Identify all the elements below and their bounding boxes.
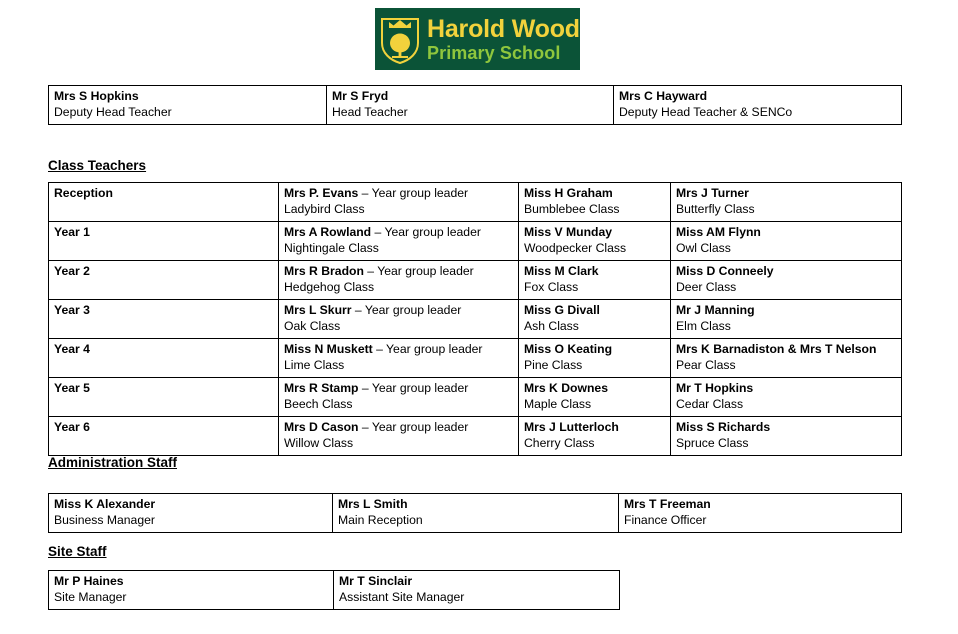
admin-cell [619,494,902,533]
year-group-leader-suffix: – Year group leader [351,302,462,317]
year-group-label: Year 6 [54,419,90,434]
class-name: Nightingale Class [284,241,379,256]
leadership-cell [49,86,327,125]
staff-name: Miss M Clark [524,263,599,278]
staff-name: Mr T Hopkins [676,380,754,395]
class-name: Beech Class [284,397,353,412]
staff-name: Miss N Muskett [284,341,373,356]
year-group-label: Reception [54,186,113,200]
staff-name: Miss S Richards [676,419,771,434]
year-group-cell [49,416,279,455]
year-group-leader-suffix: – Year group leader [358,419,469,434]
site-cell [334,571,620,610]
staff-name: Miss G Divall [524,302,600,317]
staff-role: Finance Officer [624,513,707,528]
year-group-label: Year 1 [54,224,90,239]
year-group-leader-suffix: – Year group leader [371,224,481,239]
teacher-cell [671,183,902,222]
year-group-leader-cell [279,338,519,377]
administration-staff-table [48,493,902,533]
class-teachers-table [48,182,902,456]
table-row [49,416,902,455]
leadership-cell [614,86,902,125]
table-row [49,183,902,222]
teacher-cell [519,183,671,222]
staff-name: Mr J Manning [676,302,755,317]
staff-role: Deputy Head Teacher & SENCo [619,105,793,120]
shield-crown-tree-icon [379,13,421,65]
teacher-cell [519,221,671,260]
year-group-cell [49,183,279,222]
class-name: Cedar Class [676,397,744,412]
table-row [49,86,902,125]
table-row [49,260,902,299]
staff-name: Mrs P. Evans [284,186,359,200]
site-staff-table [48,570,620,610]
staff-role: Main Reception [338,513,423,528]
teacher-cell [671,299,902,338]
logo-school-name: Harold Wood [427,14,580,43]
table-row [49,299,902,338]
staff-name: Miss AM Flynn [676,224,761,239]
staff-name: Mrs L Skurr [284,302,352,317]
staff-name: Mr T Sinclair [339,574,413,588]
class-name: Spruce Class [676,436,749,451]
staff-name: Mrs K Barnadiston & Mrs T Nelson [676,341,877,356]
year-group-leader-cell [279,416,519,455]
teacher-cell [519,377,671,416]
leadership-table [48,85,902,125]
staff-role: Site Manager [54,590,127,605]
leadership-cell [327,86,614,125]
staff-name: Mr S Fryd [332,89,389,103]
year-group-cell [49,377,279,416]
year-group-leader-cell [279,260,519,299]
class-name: Hedgehog Class [284,280,375,295]
section-heading-site-staff: Site Staff [48,544,107,559]
table-row [49,571,620,610]
staff-name: Miss H Graham [524,186,613,200]
class-name: Ladybird Class [284,202,365,217]
year-group-leader-cell [279,183,519,222]
class-name: Ash Class [524,319,579,334]
teacher-cell [519,338,671,377]
staff-name: Miss K Alexander [54,497,156,511]
staff-name: Mrs A Rowland [284,224,372,239]
year-group-leader-cell [279,299,519,338]
year-group-label: Year 2 [54,263,90,278]
staff-name: Mrs C Hayward [619,89,708,103]
year-group-cell [49,221,279,260]
section-heading-class-teachers: Class Teachers [48,158,147,173]
staff-name: Mr P Haines [54,574,124,588]
class-name: Cherry Class [524,436,595,451]
staff-role: Deputy Head Teacher [54,105,172,120]
class-name: Lime Class [284,358,345,373]
teacher-cell [519,416,671,455]
class-name: Owl Class [676,241,731,256]
teacher-cell [671,416,902,455]
staff-role: Head Teacher [332,105,408,120]
year-group-leader-suffix: – Year group leader [363,263,474,278]
class-name: Oak Class [284,319,341,334]
admin-cell [49,494,333,533]
class-name: Elm Class [676,319,731,334]
year-group-label: Year 3 [54,302,90,317]
staff-name: Miss D Conneely [676,263,774,278]
site-cell [49,571,334,610]
staff-name: Miss O Keating [524,341,613,356]
year-group-cell [49,299,279,338]
table-row [49,377,902,416]
class-name: Butterfly Class [676,202,755,217]
staff-name: Mrs L Smith [338,497,408,511]
year-group-cell [49,338,279,377]
class-name: Fox Class [524,280,579,295]
teacher-cell [671,221,902,260]
year-group-leader-suffix: – Year group leader [358,186,469,200]
staff-name: Miss V Munday [524,224,613,239]
logo-school-type: Primary School [427,42,561,63]
table-row [49,338,902,377]
staff-name: Mrs T Freeman [624,497,711,511]
teacher-cell [671,260,902,299]
class-name: Pine Class [524,358,583,373]
staff-name: Mrs S Hopkins [54,89,139,103]
staff-name: Mrs K Downes [524,380,608,395]
class-name: Maple Class [524,397,592,412]
year-group-leader-cell [279,221,519,260]
teacher-cell [671,377,902,416]
class-name: Deer Class [676,280,737,295]
year-group-leader-suffix: – Year group leader [372,341,483,356]
year-group-leader-suffix: – Year group leader [358,380,469,395]
year-group-cell [49,260,279,299]
table-row [49,494,902,533]
staff-name: Mrs J Lutterloch [524,419,619,434]
teacher-cell [519,260,671,299]
staff-name: Mrs J Turner [676,186,749,200]
table-row [49,221,902,260]
year-group-leader-cell [279,377,519,416]
staff-name: Mrs R Bradon [284,263,364,278]
teacher-cell [671,338,902,377]
class-name: Woodpecker Class [524,241,627,256]
staff-role: Assistant Site Manager [339,590,465,605]
year-group-label: Year 5 [54,380,90,395]
admin-cell [333,494,619,533]
class-name: Pear Class [676,358,736,373]
year-group-label: Year 4 [54,341,90,356]
class-name: Willow Class [284,436,354,451]
teacher-cell [519,299,671,338]
section-heading-administration-staff: Administration Staff [48,455,178,470]
logo-text-block [427,14,580,63]
staff-role: Business Manager [54,513,155,528]
school-logo [375,8,580,70]
staff-name: Mrs D Cason [284,419,359,434]
staff-name: Mrs R Stamp [284,380,359,395]
class-name: Bumblebee Class [524,202,620,217]
